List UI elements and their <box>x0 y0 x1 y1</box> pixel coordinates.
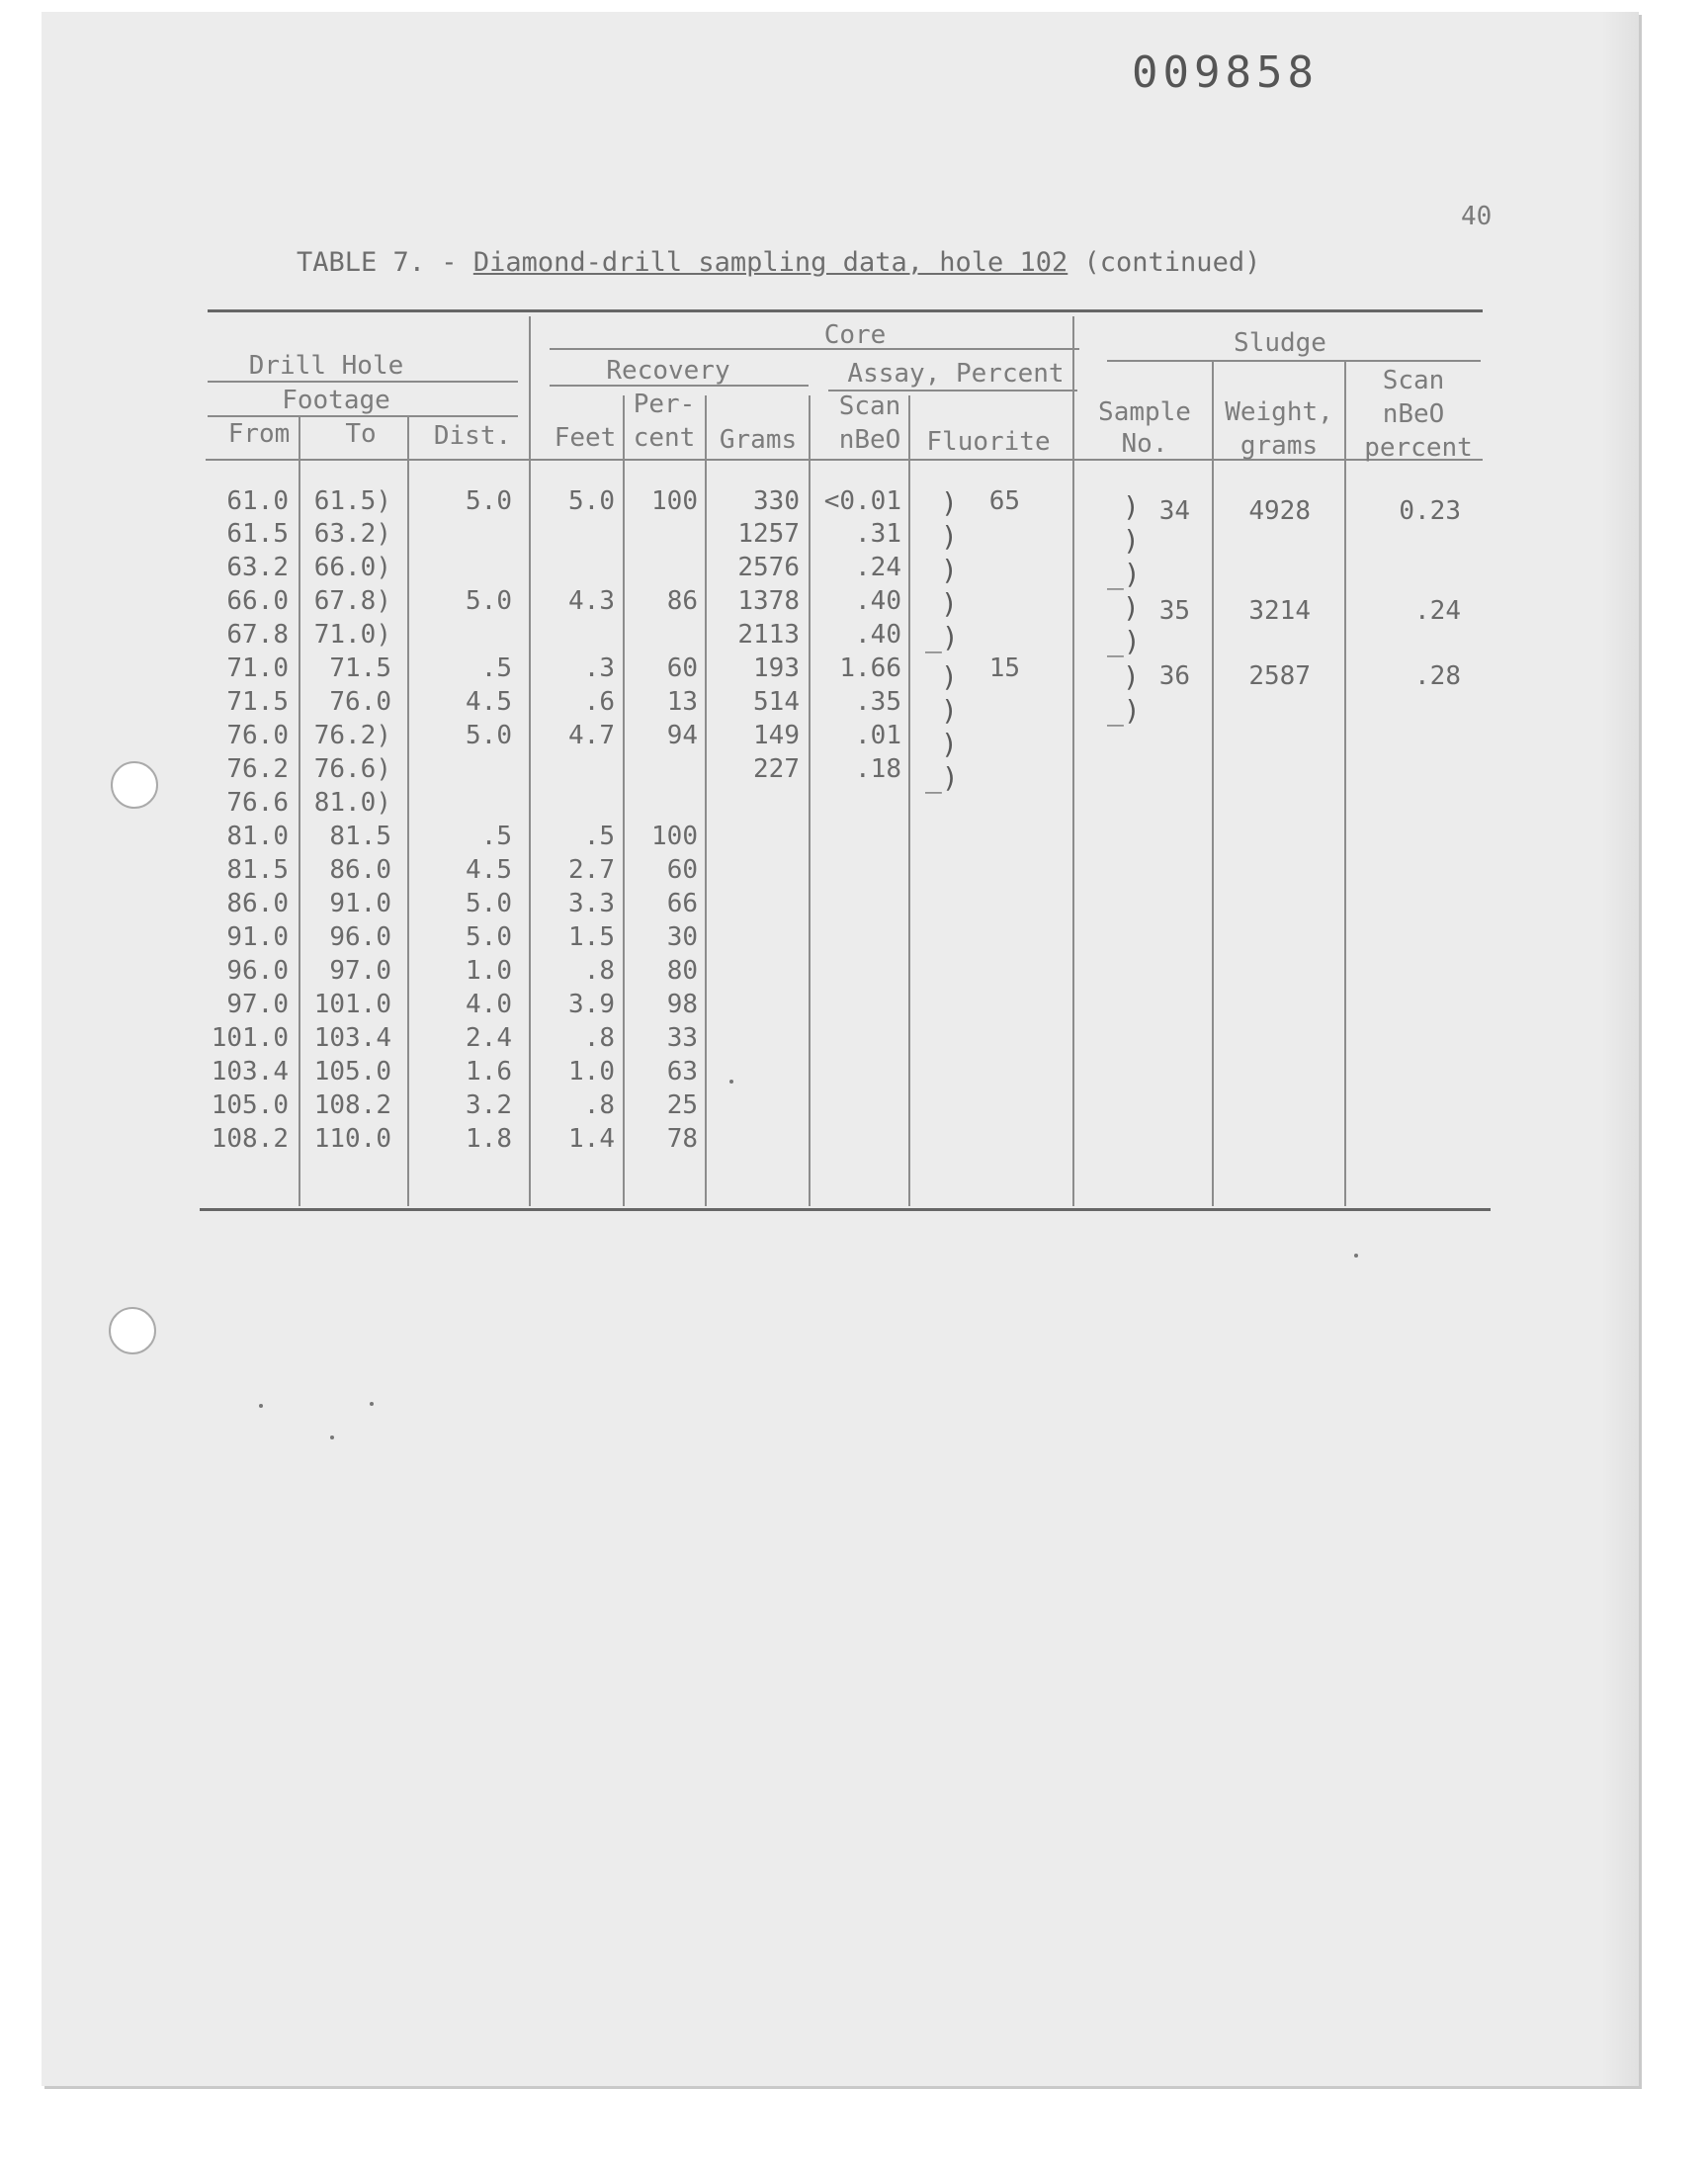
cell-from: 67.8 <box>226 620 289 650</box>
table-row <box>0 887 1708 920</box>
header-drill-hole: Drill Hole <box>248 351 404 381</box>
sludge-brace: _) <box>1107 694 1141 727</box>
cell-sample-no: 34 <box>1158 496 1190 526</box>
cell-grams: 149 <box>753 721 800 750</box>
cell-scan-nbeo: .40 <box>855 620 901 650</box>
fluorite-brace: ) <box>941 520 958 553</box>
cell-from: 71.5 <box>226 687 289 717</box>
table-row <box>0 1122 1708 1156</box>
cell-to: 71.5 <box>329 653 391 683</box>
sludge-brace: _) <box>1107 558 1141 590</box>
cell-percent: 86 <box>666 586 698 616</box>
cell-to: 76.0 <box>329 687 391 717</box>
cell-scan-nbeo: .01 <box>855 721 901 750</box>
table-row <box>0 1088 1708 1122</box>
header-weight-grams: grams <box>1239 431 1319 461</box>
fluorite-brace: ) <box>941 694 958 727</box>
cell-percent: 25 <box>666 1090 698 1120</box>
cell-dist: 5.0 <box>466 586 512 616</box>
cell-percent: 78 <box>666 1124 698 1154</box>
speck <box>370 1402 374 1406</box>
cell-from: 76.6 <box>226 788 289 818</box>
cell-from: 66.0 <box>226 586 289 616</box>
cell-scan-nbeo: .18 <box>855 754 901 784</box>
table-row <box>0 1021 1708 1055</box>
cell-grams: 2576 <box>737 553 800 582</box>
cell-feet: 4.3 <box>568 586 615 616</box>
cell-from: 61.0 <box>226 486 289 516</box>
header-recovery: Recovery <box>606 356 730 386</box>
cell-dist: 5.0 <box>466 486 512 516</box>
header-weight: Weight, <box>1225 397 1333 427</box>
drill-hole-rule <box>208 381 518 383</box>
cell-dist: .5 <box>480 653 512 683</box>
cell-grams: 330 <box>753 486 800 516</box>
cell-from: 71.0 <box>226 653 289 683</box>
table-row <box>0 920 1708 954</box>
cell-dist: 5.0 <box>466 889 512 918</box>
cell-percent: 80 <box>666 956 698 986</box>
cell-from: 81.0 <box>226 822 289 851</box>
cell-to: 105.0 <box>313 1057 391 1087</box>
cell-feet: 1.0 <box>568 1057 615 1087</box>
core-rule <box>550 348 1079 350</box>
table-row <box>0 853 1708 887</box>
sludge-rule <box>1107 360 1481 362</box>
cell-scan-nbeo: .24 <box>855 553 901 582</box>
cell-to: 76.6) <box>313 754 391 784</box>
table-row <box>0 988 1708 1021</box>
header-feet: Feet <box>554 423 617 453</box>
cell-dist: 1.6 <box>466 1057 512 1087</box>
header-sludge: Sludge <box>1234 328 1326 358</box>
cell-percent: 13 <box>666 687 698 717</box>
cell-dist: 5.0 <box>466 922 512 952</box>
table-row <box>0 618 1708 652</box>
cell-sludge-scan: .24 <box>1414 596 1461 626</box>
table-row <box>0 484 1708 526</box>
header-scan: Scan <box>838 392 901 421</box>
cell-scan-nbeo: <0.01 <box>823 486 901 516</box>
cell-scan-nbeo: 1.66 <box>839 653 901 683</box>
fluorite-brace: ) <box>941 486 958 519</box>
cell-percent: 63 <box>666 1057 698 1087</box>
table-top-rule <box>208 309 1483 312</box>
cell-percent: 100 <box>651 822 698 851</box>
cell-to: 63.2) <box>313 519 391 549</box>
cell-grams: 514 <box>753 687 800 717</box>
cell-dist: 2.4 <box>466 1023 512 1053</box>
cell-feet: .8 <box>583 956 615 986</box>
header-per: Per- <box>633 390 696 419</box>
sludge-brace: ) <box>1123 591 1140 624</box>
table-row <box>0 786 1708 820</box>
cell-from: 76.2 <box>226 754 289 784</box>
cell-feet: 2.7 <box>568 855 615 885</box>
cell-weight: 2587 <box>1248 661 1311 691</box>
cell-grams: 1257 <box>737 519 800 549</box>
punch-hole-bottom <box>109 1307 156 1354</box>
cell-dist: 3.2 <box>466 1090 512 1120</box>
cell-weight: 4928 <box>1248 496 1311 526</box>
cell-percent: 100 <box>651 486 698 516</box>
cell-to: 76.2) <box>313 721 391 750</box>
speck <box>1354 1254 1358 1258</box>
header-to: To <box>345 419 377 449</box>
cell-feet: 4.7 <box>568 721 615 750</box>
cell-grams: 193 <box>753 653 800 683</box>
cell-feet: .8 <box>583 1023 615 1053</box>
table-row <box>0 517 1708 551</box>
cell-to: 61.5) <box>313 486 391 516</box>
table-bottom-rule <box>200 1208 1491 1211</box>
cell-grams: 227 <box>753 754 800 784</box>
cell-weight: 3214 <box>1248 596 1311 626</box>
page-number: 40 <box>1461 202 1493 231</box>
cell-from: 86.0 <box>226 889 289 918</box>
fluorite-brace: _) <box>925 761 959 794</box>
cell-to: 86.0 <box>329 855 391 885</box>
cell-percent: 66 <box>666 889 698 918</box>
header-grams: Grams <box>719 425 798 455</box>
table-row <box>0 719 1708 752</box>
cell-grams: 2113 <box>737 620 800 650</box>
header-no: No. <box>1121 429 1168 459</box>
fluorite-brace: ) <box>941 587 958 620</box>
fluorite-brace: ) <box>941 660 958 693</box>
cell-dist: .5 <box>480 822 512 851</box>
cell-to: 81.0) <box>313 788 391 818</box>
cell-sample-no: 35 <box>1158 596 1190 626</box>
document-number: 009858 <box>1132 47 1319 98</box>
cell-from: 91.0 <box>226 922 289 952</box>
cell-feet: 1.5 <box>568 922 615 952</box>
cell-from: 81.5 <box>226 855 289 885</box>
cell-sludge-scan: 0.23 <box>1399 496 1461 526</box>
cell-from: 103.4 <box>211 1057 289 1087</box>
table-row <box>0 652 1708 691</box>
cell-from: 101.0 <box>211 1023 289 1053</box>
sludge-brace: ) <box>1123 490 1140 523</box>
header-core: Core <box>823 320 887 350</box>
header-percent: percent <box>1364 433 1473 463</box>
cell-to: 101.0 <box>313 990 391 1019</box>
footage-rule <box>208 415 518 417</box>
cell-fluorite: 15 <box>988 653 1020 683</box>
cell-from: 105.0 <box>211 1090 289 1120</box>
cell-percent: 94 <box>666 721 698 750</box>
header-assay-percent: Assay, Percent <box>847 359 1065 389</box>
cell-percent: 98 <box>666 990 698 1019</box>
header-dist: Dist. <box>433 421 512 451</box>
cell-to: 108.2 <box>313 1090 391 1120</box>
fluorite-brace: ) <box>941 728 958 760</box>
table-row <box>0 954 1708 988</box>
cell-scan-nbeo: .40 <box>855 586 901 616</box>
cell-percent: 30 <box>666 922 698 952</box>
title-underlined: Diamond-drill sampling data, hole 102 <box>472 247 1068 278</box>
sludge-brace: ) <box>1123 660 1140 693</box>
cell-from: 97.0 <box>226 990 289 1019</box>
header-sludge-scan: Scan <box>1382 366 1445 395</box>
cell-feet: .5 <box>583 822 615 851</box>
header-sample: Sample <box>1098 397 1191 427</box>
cell-feet: .3 <box>583 653 615 683</box>
sludge-brace: ) <box>1123 524 1140 557</box>
header-from: From <box>227 419 291 449</box>
cell-to: 110.0 <box>313 1124 391 1154</box>
header-sludge-nbeo: nBeO <box>1382 399 1445 429</box>
fluorite-brace: ) <box>941 554 958 586</box>
cell-from: 76.0 <box>226 721 289 750</box>
cell-to: 91.0 <box>329 889 391 918</box>
table-row <box>0 584 1708 626</box>
cell-to: 97.0 <box>329 956 391 986</box>
speck <box>330 1436 334 1439</box>
cell-to: 67.8) <box>313 586 391 616</box>
cell-to: 81.5 <box>329 822 391 851</box>
cell-dist: 4.5 <box>466 855 512 885</box>
cell-fluorite: 65 <box>988 486 1020 516</box>
cell-feet: .6 <box>583 687 615 717</box>
cell-scan-nbeo: .35 <box>855 687 901 717</box>
table-row <box>0 685 1708 719</box>
cell-from: 63.2 <box>226 553 289 582</box>
cell-from: 108.2 <box>211 1124 289 1154</box>
cell-sample-no: 36 <box>1158 661 1190 691</box>
cell-dist: 1.8 <box>466 1124 512 1154</box>
speck <box>259 1404 263 1408</box>
title-suffix: (continued) <box>1068 247 1261 278</box>
table-row <box>0 820 1708 853</box>
table-row <box>0 551 1708 584</box>
header-nbeo: nBeO <box>838 425 901 455</box>
cell-from: 61.5 <box>226 519 289 549</box>
header-fluorite: Fluorite <box>926 427 1051 457</box>
cell-scan-nbeo: .31 <box>855 519 901 549</box>
title-prefix: TABLE 7. - <box>297 247 473 278</box>
cell-feet: 1.4 <box>568 1124 615 1154</box>
cell-to: 66.0) <box>313 553 391 582</box>
fluorite-brace: _) <box>925 621 959 653</box>
table-title <box>297 247 1260 278</box>
cell-feet: .8 <box>583 1090 615 1120</box>
cell-to: 71.0) <box>313 620 391 650</box>
cell-sludge-scan: .28 <box>1414 661 1461 691</box>
cell-to: 96.0 <box>329 922 391 952</box>
cell-percent: 33 <box>666 1023 698 1053</box>
header-cent: cent <box>633 423 696 453</box>
cell-feet: 5.0 <box>568 486 615 516</box>
cell-feet: 3.3 <box>568 889 615 918</box>
cell-dist: 4.0 <box>466 990 512 1019</box>
cell-grams: 1378 <box>737 586 800 616</box>
cell-dist: 5.0 <box>466 721 512 750</box>
header-footage: Footage <box>282 386 390 415</box>
table-row <box>0 752 1708 786</box>
table-row <box>0 1055 1708 1088</box>
cell-to: 103.4 <box>313 1023 391 1053</box>
sludge-brace: _) <box>1107 625 1141 657</box>
cell-from: 96.0 <box>226 956 289 986</box>
cell-percent: 60 <box>666 855 698 885</box>
cell-dist: 4.5 <box>466 687 512 717</box>
cell-feet: 3.9 <box>568 990 615 1019</box>
cell-dist: 1.0 <box>466 956 512 986</box>
cell-percent: 60 <box>666 653 698 683</box>
